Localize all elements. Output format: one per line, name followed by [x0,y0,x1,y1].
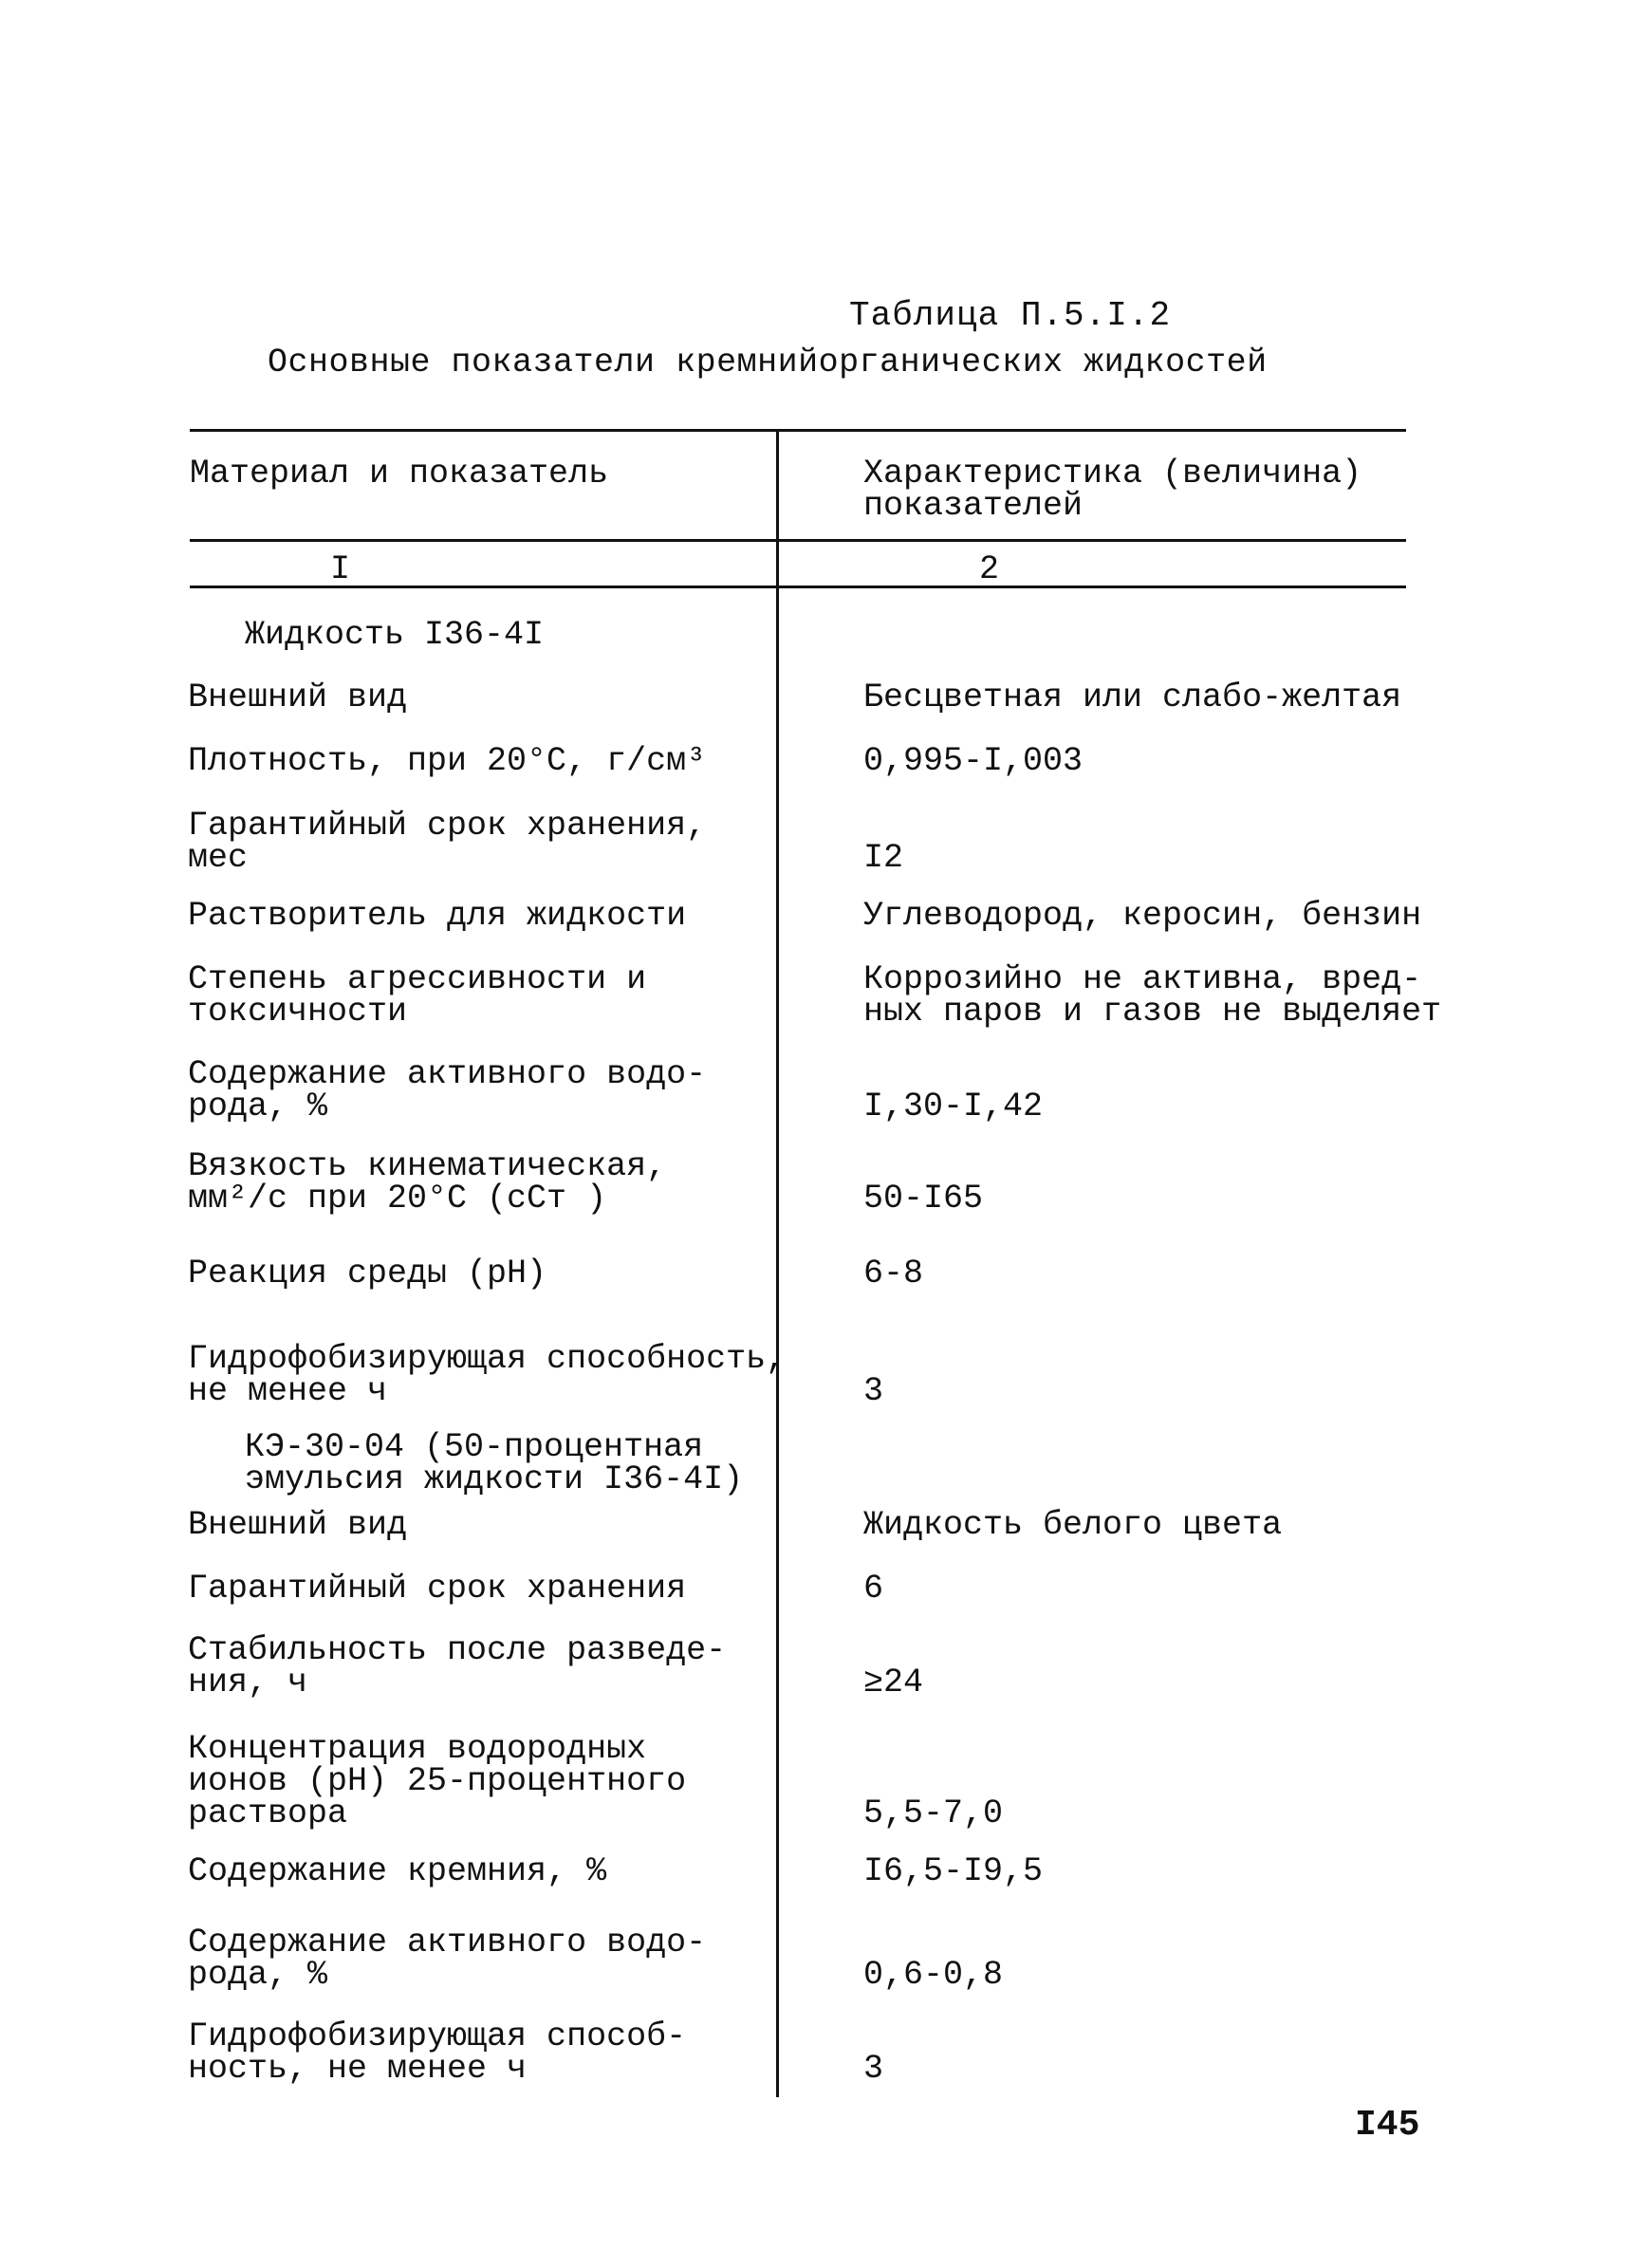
header-col1: Материал и показатель [190,455,609,493]
header-col2-line1: Характеристика (величина) [863,455,1362,493]
section-heading: эмульсия жидкости I36-4I) [245,1460,744,1498]
row-value: 6 [863,1570,884,1608]
table-top-rule [190,429,1406,432]
page-number: I45 [1355,2105,1420,2146]
row-label: Гидрофобизирующая способность, [188,1340,787,1378]
column-divider [776,429,779,2097]
row-value: 3 [863,1372,884,1410]
header-col2-line2: показателей [863,487,1084,525]
row-value: 0,6-0,8 [863,1956,1004,1994]
table-number: Таблица П.5.І.2 [849,296,1172,335]
row-label: токсичности [188,993,408,1031]
row-label: ность, не менее ч [188,2050,528,2088]
row-label: не менее ч [188,1372,388,1410]
row-label: Содержание кремния, % [188,1852,607,1890]
row-label: Содержание активного водо- [188,1055,707,1093]
row-label: Вязкость кинематическая, [188,1147,667,1185]
column-number-rule [190,586,1406,588]
row-label: Концентрация водородных [188,1730,647,1768]
row-label: Внешний вид [188,1506,408,1544]
row-label: мм²/с при 20°С (сСт ) [188,1180,607,1218]
section-heading: Жидкость I36-4I [245,616,545,654]
row-value: 6-8 [863,1255,924,1292]
row-value: I2 [863,839,904,877]
row-value: 5,5-7,0 [863,1794,1004,1832]
row-label: рода, % [188,1956,328,1994]
section-heading: КЭ-30-04 (50-процентная [245,1428,704,1466]
column-number-1: I [330,550,351,588]
row-value: ≥24 [863,1664,924,1701]
row-value: I,30-I,42 [863,1088,1044,1125]
row-value: Углеводород, керосин, бензин [863,897,1422,935]
row-value: Бесцветная или слабо-желтая [863,679,1402,716]
row-label: Гидрофобизирующая способ- [188,2017,687,2055]
row-label: Гарантийный срок хранения, [188,807,707,845]
row-label: Плотность, при 20°С, г/см³ [188,742,707,780]
table-caption: Основные показатели кремнийорганических жидкостей [268,344,1268,381]
column-number-2: 2 [979,550,1000,588]
row-label: ионов (рН) 25-процентного [188,1762,687,1800]
row-value: 0,995-I,003 [863,742,1084,780]
row-label: Содержание активного водо- [188,1924,707,1961]
row-value: Коррозийно не активна, вред- [863,960,1422,998]
row-label: мес [188,839,249,877]
row-value: 3 [863,2050,884,2088]
row-value: 50-I65 [863,1180,984,1218]
row-label: Стабильность после разведе- [188,1631,727,1669]
row-value: Жидкость белого цвета [863,1506,1283,1544]
row-label: Внешний вид [188,679,408,716]
header-bottom-rule [190,539,1406,542]
row-label: раствора [188,1794,348,1832]
row-label: ния, ч [188,1664,308,1701]
row-label: Реакция среды (рН) [188,1255,547,1292]
row-label: Гарантийный срок хранения [188,1570,687,1608]
row-value: I6,5-I9,5 [863,1852,1044,1890]
row-label: Растворитель для жидкости [188,897,687,935]
row-label: рода, % [188,1088,328,1125]
row-value: ных паров и газов не выделяет [863,993,1442,1031]
row-label: Степень агрессивности и [188,960,647,998]
